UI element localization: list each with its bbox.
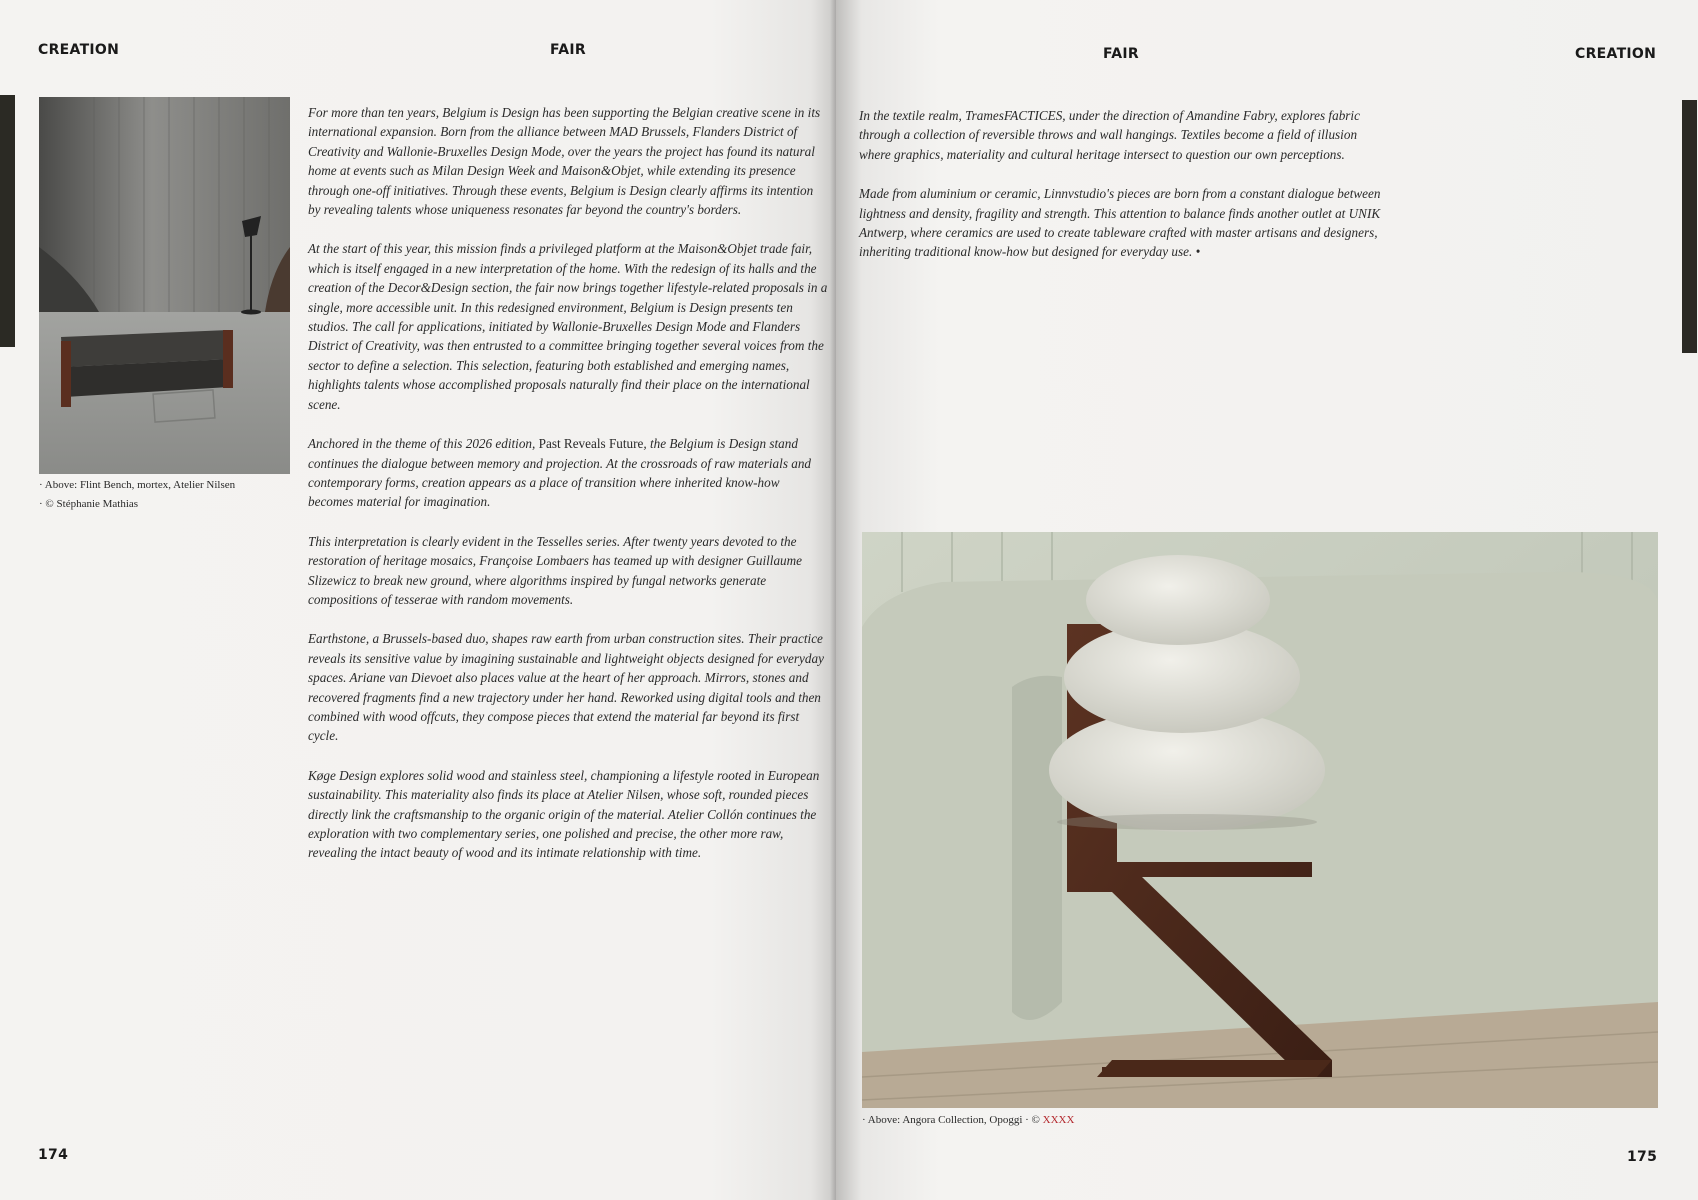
page-edge-tab-right <box>1682 100 1697 353</box>
cushion-chair-illustration <box>862 532 1658 1108</box>
paragraph-text: Anchored in the theme of this 2026 edition, <box>308 436 539 452</box>
left-page <box>0 0 836 1200</box>
page-edge-tab-left <box>0 95 15 347</box>
paragraph <box>308 239 828 414</box>
bench-caption-title: · Above: Flint Bench, mortex, Atelier Nilsen <box>39 479 236 491</box>
cushion-caption-title: · Above: Angora Collection, Opoggi · © <box>862 1114 1043 1126</box>
cushion-caption-credit: XXXX <box>1042 1114 1075 1126</box>
paragraph: For more than ten years, Belgium is Design has been supporting the Belgian creative scene in its international expansion. Born from the alliance between MAD Brussels, Flanders District of Creativity and Wallonie-Bruxelles Design Mode, over the years the project has found its natural home at events such as Milan Design Week and Maison&Objet, while extending its presence through one-off initiatives. Through these events, Belgium is Design clearly affirms its intention by revealing talents whose uniqueness resonates far beyond the country's borders. <box>308 105 821 218</box>
running-header-left: FAIR <box>550 42 586 58</box>
paragraph: Made from aluminium or ceramic, Linnvstudio's pieces are born from a constant dialogue between lightness and density, fragility and strength. This attention to balance finds another outlet at UNIK Antwerp, where ceramics are used to create tableware crafted with master artisans and designers, inheriting traditional know-how but designed for everyday use. • <box>859 186 1381 260</box>
bench-photo <box>39 97 290 474</box>
right-article-body <box>859 106 1389 282</box>
paragraph: This interpretation is clearly evident in the Tesselles series. After twenty years devoted to the restoration of heritage mosaics, Françoise Lombaers has teamed up with designer Guillaume Slizewicz to break new ground, where algorithms inspired by fungal networks generate compositions of tesserae with random movements. <box>308 533 803 607</box>
bench-photo-illustration <box>39 97 290 474</box>
section-header-left: CREATION <box>38 42 120 58</box>
page-number-right: 175 <box>1627 1149 1658 1165</box>
paragraph: In the textile realm, TramesFACTICES, under the direction of Amandine Fabry, explores fabric through a collection of reversible throws and wall hangings. Textiles become a field of illusion where graphics, materiality and cultural heritage intersect to question our own perceptions. <box>859 108 1360 162</box>
paragraph: Køge Design explores solid wood and stainless steel, championing a lifestyle rooted in European sustainability. This materiality also finds its place at Atelier Nilsen, whose soft, rounded pieces directly link the craftsmanship to the organic origin of the material. Atelier Collón continues the exploration with two complementary series, one polished and precise, the other more raw, revealing the intact beauty of wood and its intimate relationship with time. <box>308 767 820 861</box>
paragraph-text: , the Belgium is Design stand continues the dialogue between memory and projection. At the crossroads of raw materials and contemporary forms, creation appears as a place of transition where inherited know-how becomes material for imagination. <box>308 436 812 510</box>
paragraph: Earthstone, a Brussels-based duo, shapes raw earth from urban construction sites. Their practice reveals its sensitive value by imagining sustainable and lightweight objects designed for everyday spaces. Ariane van Dievoet also places value at the heart of her approach. Mirrors, stones and recovered fragments find a new trajectory under her hand. Reworked using digital tools and then combined with wood offcuts, they compose pieces that extend the material far beyond its first cycle. <box>308 631 824 744</box>
bench-photo-caption <box>39 476 299 514</box>
edition-theme: Past Reveals Future <box>538 436 644 452</box>
bench-caption-credit: · © Stéphanie Mathias <box>39 498 139 510</box>
section-header-right: CREATION <box>1575 46 1657 62</box>
cushion-chair-photo <box>862 532 1658 1108</box>
page-number-left: 174 <box>38 1147 69 1163</box>
cushion-photo-caption <box>862 1111 1462 1130</box>
left-article-body <box>308 103 828 883</box>
paragraph <box>308 434 828 512</box>
right-page <box>836 0 1698 1200</box>
running-header-right: FAIR <box>1103 46 1139 62</box>
paragraph-text: At the start of this year, this mission finds a privileged platform at the Maison&Objet trade fair, which is itself engaged in a new interpretation of the home. With the redesign of its halls and the creation of the Decor&Design section, the fair now brings together lifestyle-related proposals in a single, more accessible unit. In this redesigned environment, Belgium is Design presents ten studios. The call for applications, initiated by Wallonie-Bruxelles Design Mode and Flanders District of Creativity, was then entrusted to a committee bringing together several voices from the sector to define a selection. This selection, featuring both established and emerging names, highlights talents whose accomplished proposals naturally find their place on the international scene. <box>308 241 828 412</box>
